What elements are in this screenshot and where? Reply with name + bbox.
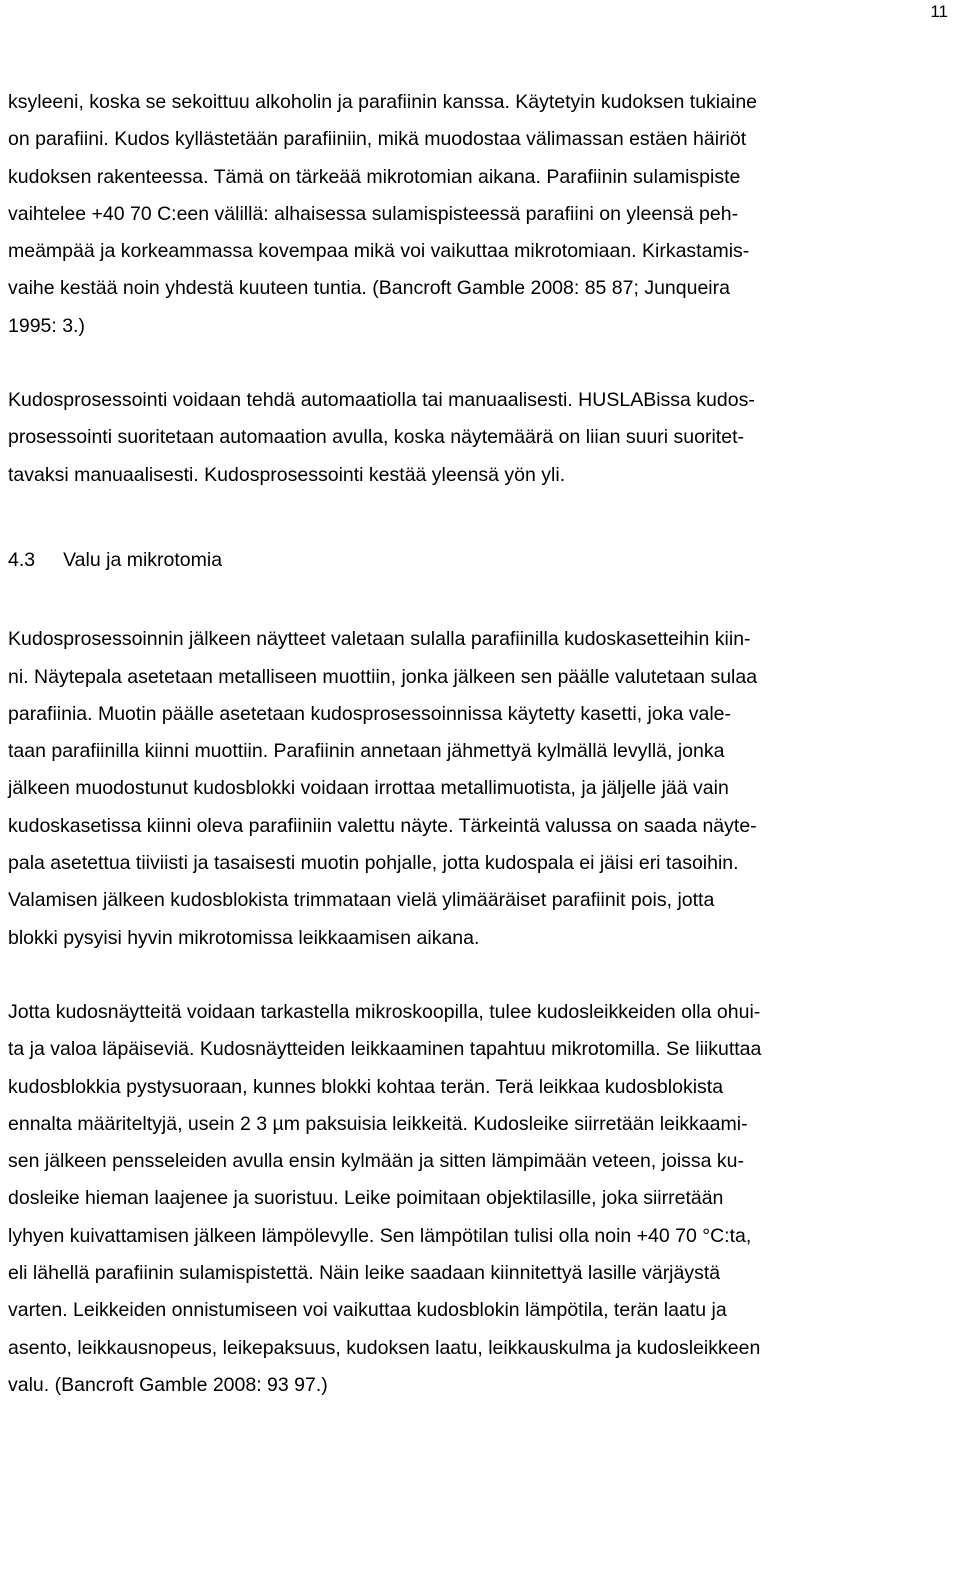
paragraph-casting: Kudosprosessoinnin jälkeen näytteet valetaan sulalla parafiinilla kudoskasetteihin kiin- ni. Näytepala asetetaan metalliseen muottiin, jonka jälkeen sen päälle valutetaan sulaa parafiinia. Muotin päälle asetetaan kudosprosessoinnissa käytetty kasetti, joka vale- taan parafiinilla kiinni muottiin. Parafiinin annetaan jähmettyä kylmällä levyllä, jonka jälkeen muodostunut kudosblokki voidaan irrottaa metallimuotista, ja jäljelle jää vain kudoskasetissa kiinni oleva parafiiniin valettu näyte. Tärkeintä valussa on saada näyte- pala asetettua tiiviisti ja tasaisesti muotin pohjalle, jotta kudospala ei jäisi eri tasoihin. Valamisen jälkeen kudosblokista trimmataan vielä ylimääräiset parafiinit pois, jotta blokki pysyisi hyvin mikrotomissa leikkaamisen aikana. [8,628,758,949]
section-heading [8,542,948,579]
paragraph-tissue-processing: Kudosprosessointi voidaan tehdä automaatiolla tai manuaalisesti. HUSLABissa kudos- prosessointi suoritetaan automaation avulla, koska näytemäärä on liian suuri suoritet- tavaksi manuaalisesti. Kudosprosessointi kestää yleensä yön yli. [8,389,755,486]
section-number: 4.3 [8,548,36,571]
paragraph-paraffin-embedding: ksyleeni, koska se sekoittuu alkoholin ja parafiinin kanssa. Käytetyin kudoksen tukiaine on parafiini. Kudos kyllästetään parafiiniin, mikä muodostaa välimassan estäen häiriöt kudoksen rakenteessa. Tämä on tärkeää mikrotomian aikana. Parafiinin sulamispiste vaihtelee +40 70 C:een välillä: alhaisessa sulamispisteessä parafiini on yleensä peh- meämpää ja korkeammassa kovempaa mikä voi vaikuttaa mikrotomiaan. Kirkastamis- vaihe kestää noin yhdestä kuuteen tuntia. (Bancroft Gamble 2008: 85 87; Junqueira 1995: 3.) [8,91,758,337]
paragraph-microtomy: Jotta kudosnäytteitä voidaan tarkastella mikroskoopilla, tulee kudosleikkeiden olla ohui- ta ja valoa läpäiseviä. Kudosnäytteiden leikkaaminen tapahtuu mikrotomilla. Se liikuttaa kudosblokkia pystysuoraan, kunnes blokki kohtaa terän. Terä leikkaa kudosblokista ennalta määriteltyjä, usein 2 3 µm paksuisia leikkeitä. Kudosleike siirretään leikkaami- sen jälkeen pensseleiden avulla ensin kylmään ja sitten lämpimään veteen, joissa ku- dosleike hieman laajenee ja suoristuu. Leike poimitaan objektilasille, joka siirretään lyhyen kuivattamisen jälkeen lämpölevylle. Sen lämpötilan tulisi olla noin +40 70 °C:ta, eli lähellä parafiinin sulamispistettä. Näin leike saadaan kiinnitettyä lasille värjäystä varten. Leikkeiden onnistumiseen voi vaikuttaa kudosblokin lämpötila, terän laatu ja asento, leikkausnopeus, leikepaksuus, kudoksen laatu, leikkauskulma ja kudosleikkeen valu. (Bancroft Gamble 2008: 93 97.) [8,1000,762,1396]
document-body [8,84,948,1404]
section-title: Valu ja mikrotomia [63,548,223,571]
page-number: 11 [930,2,948,21]
